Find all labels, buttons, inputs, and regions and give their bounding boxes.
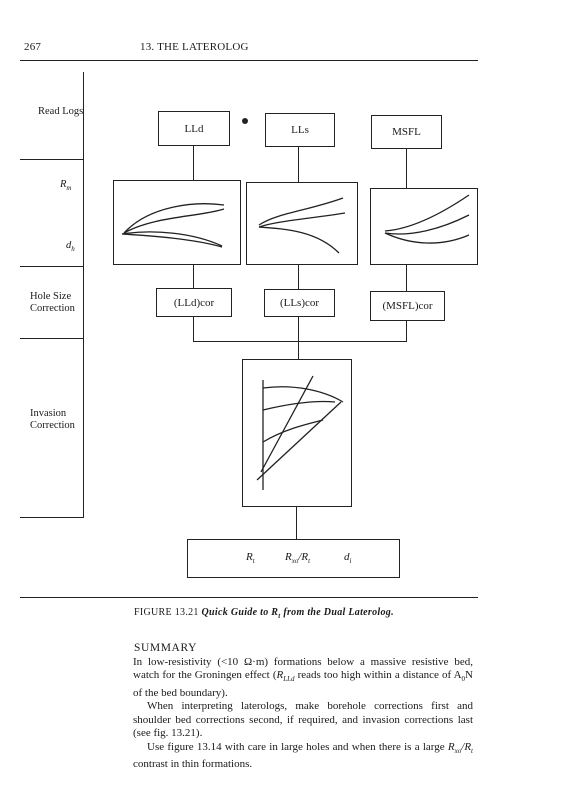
invasion-line1: Invasion — [30, 408, 67, 419]
msfl-chart-curves — [371, 189, 477, 264]
msfl-borehole-chart — [370, 188, 478, 265]
row-divider-3 — [20, 338, 83, 339]
p3-text-b: contrast in thin formations. — [133, 758, 253, 771]
rt-symbol: R — [246, 551, 253, 563]
p1-symbol: R — [276, 669, 284, 682]
chapter-title: 13. THE LATEROLOG — [140, 41, 249, 53]
rm-subscript: m — [66, 184, 72, 193]
connector-lld-3 — [193, 316, 194, 342]
result-di — [344, 551, 351, 565]
p3-symbol-1: R — [447, 740, 455, 753]
invasion-line2: Correction — [30, 420, 75, 431]
rxo-symbol: R — [285, 551, 292, 563]
connector-result — [296, 505, 297, 539]
row-divider-4 — [20, 517, 83, 518]
connector-lls-3 — [298, 316, 299, 359]
figure-title — [202, 607, 394, 618]
lls-corrected-box: (LLs)cor — [264, 289, 335, 317]
label-column-divider — [83, 72, 84, 518]
figure-title-b: from the Dual Laterolog. — [280, 607, 394, 618]
summary-paragraph-2: When interpreting laterologs, make borehole corrections first and shoulder bed corrections second, if required, and invasion corrections last (see fig. 13.21). — [133, 700, 473, 740]
row-label-invasion — [30, 408, 75, 432]
p1-text-a: In low-resistivity (<10 Ω·m) formations below a massive resistive bed, watch for the Groningen effect ( — [133, 656, 473, 682]
connector-lld-1 — [193, 145, 194, 180]
connector-lls-2 — [298, 263, 299, 289]
connector-msfl-2 — [406, 263, 407, 291]
p1-text-b: reads too high within a distance of A — [294, 669, 462, 682]
lls-log-box: LLs — [265, 113, 335, 147]
hole-size-line1: Hole Size — [30, 291, 72, 302]
msfl-corrected-box: (MSFL)cor — [370, 291, 445, 321]
lld-borehole-chart — [113, 180, 241, 265]
ratio-rt-subscript: t — [308, 557, 311, 566]
figure-title-sub: t — [278, 612, 281, 620]
di-subscript: i — [349, 557, 352, 566]
dh-subscript: h — [71, 245, 75, 254]
lls-borehole-chart — [246, 182, 358, 265]
invasion-correction-chart — [242, 359, 352, 507]
row-label-rm — [60, 179, 71, 194]
row-label-read-logs: Read Logs — [38, 106, 84, 117]
row-divider-1 — [20, 159, 83, 160]
rt-subscript: t — [252, 557, 255, 566]
p1-subscript: LLd — [283, 675, 295, 684]
summary-body — [133, 656, 473, 772]
speck-mark — [242, 118, 248, 124]
di-symbol: d — [344, 551, 350, 563]
header-rule — [20, 60, 478, 61]
result-box — [187, 539, 400, 578]
summary-paragraph-3 — [133, 741, 473, 772]
figure-label: FIGURE 13.21 — [134, 607, 199, 618]
connector-msfl-1 — [406, 147, 407, 188]
summary-paragraph-1 — [133, 656, 473, 700]
connector-lls-1 — [298, 145, 299, 182]
lls-chart-curves — [247, 183, 357, 264]
ratio-separator: /R — [298, 551, 309, 563]
row-divider-2 — [20, 266, 83, 267]
tornado-chart-curves — [243, 360, 351, 506]
p1-subscript-2: 0 — [461, 675, 466, 684]
msfl-log-box: MSFL — [371, 115, 442, 149]
lld-chart-curves — [114, 181, 240, 264]
row-label-dh — [66, 240, 75, 255]
rm-symbol: R — [60, 179, 67, 190]
figure-title-a: Quick Guide to R — [201, 607, 279, 618]
result-rxo-rt — [285, 551, 310, 565]
lld-log-box: LLd — [158, 111, 230, 146]
merge-line — [193, 341, 407, 342]
p3-subscript-2: t — [471, 746, 473, 755]
connector-lld-2 — [193, 263, 194, 288]
dh-symbol: d — [66, 240, 72, 251]
connector-msfl-3 — [406, 320, 407, 342]
page-number: 267 — [24, 41, 42, 53]
p3-text-a: Use figure 13.14 with care in large holes and when there is a large — [147, 740, 448, 753]
p3-symbol-2: /R — [461, 740, 472, 753]
result-rt — [246, 551, 255, 565]
p3-subscript-1: xo — [454, 746, 462, 755]
figure-caption — [134, 607, 394, 620]
rxo-subscript: xo — [291, 557, 299, 566]
lld-corrected-box: (LLd)cor — [156, 288, 232, 317]
summary-heading: SUMMARY — [134, 642, 197, 654]
p1-text-c: N of the bed boundary). — [133, 669, 473, 699]
figure-bottom-rule — [20, 597, 478, 598]
hole-size-line2: Correction — [30, 303, 75, 314]
row-label-hole-size — [30, 291, 75, 315]
